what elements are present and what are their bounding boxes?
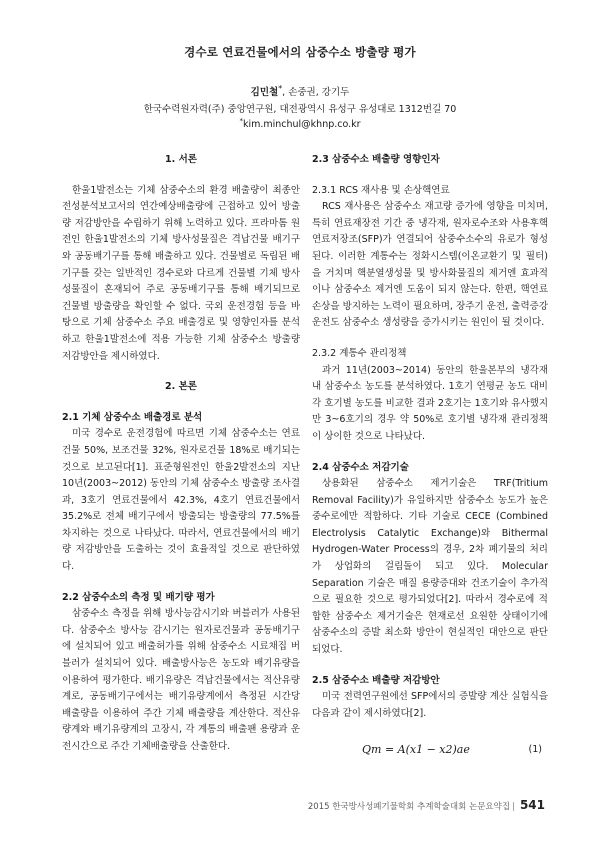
subsection-2-2-paragraph: 삼중수소 측정을 위해 방사능감시기와 버블러가 사용된다. 삼중수소 방사능 감시기는 원자로건물과 공동배기구에 설치되어 있고 배출허가를 위해 삼중수소 시료채집 버블러가 설치되어 있다. 배출방사능은 농도와 배기유량을 이용하여 평가한다. 배기유량은 격납건물에서는 적산유량계로, 공동배기구에서는 배기유량계에서 측정된 시간당 배출량을 이용하여 주간 기체 배출량을 계산한다. 적산유량계와 배기유량계의 고장시, 각 계통의 배출팬 용량과 운전시간으로 주간 기체배출량을 산출한다. bbox=[62, 608, 300, 752]
page-footer bbox=[0, 798, 545, 812]
paper-title: 경수로 연료건물에서의 삼중수소 방출량 평가 bbox=[184, 45, 416, 59]
equation-formula: Qm = A(x1 − x2)ae bbox=[362, 743, 470, 757]
subsection-2-2-title: 2.2 삼중수소의 측정 및 배기량 평가 bbox=[62, 591, 215, 603]
email-address: kim.minchul@khnp.co.kr bbox=[242, 119, 361, 131]
email-mark: * bbox=[239, 117, 243, 125]
equation-number: (1) bbox=[528, 744, 542, 756]
email-line bbox=[0, 117, 600, 130]
section-intro-paragraph: 한울1발전소는 기체 삼중수소의 환경 배출량이 최종안전성분석보고서의 연간예상배출량에 근접하고 있어 방출량 저감방안을 수립하기 위해 노력하고 있다. 프라마톰 원전인 한울1발전소의 기체 방사성물질은 격납건물 배기구와 공동배기구를 통해 배출하고 있다. 건물별로 독립된 배기구를 갖는 일반적인 경수로와 다르게 건물별 기체 방사성물질이 혼재되어 주로 공동배기구를 통해 배기되므로 건물별 방출량을 확인할 수 없다. 국외 운전경험 등을 바탕으로 기체 삼중수소 주요 배출경로 및 영향인자를 분석하고 한울1발전소에 적용 가능한 기체 삼중수소 방출량 저감방안을 제시하였다. bbox=[62, 184, 300, 362]
right-column bbox=[312, 152, 548, 764]
subsection-2-5-title: 2.5 삼중수소 배출량 저감방안 bbox=[312, 674, 440, 686]
left-column bbox=[62, 152, 300, 756]
footer-separator: | bbox=[512, 802, 515, 812]
co-authors: , 손중권, 강기두 bbox=[282, 87, 350, 99]
corresponding-mark: * bbox=[278, 84, 283, 93]
subsection-2-3-title: 2.3 삼중수소 배출량 영향인자 bbox=[312, 154, 440, 165]
lead-author: 김민철 bbox=[250, 87, 279, 99]
subsection-2-4-title: 2.4 삼중수소 저감기술 bbox=[312, 461, 409, 473]
subsection-2-3-2-title: 2.3.2 계통수 관리정책 bbox=[312, 347, 407, 359]
author-line bbox=[0, 84, 600, 98]
subsection-2-3-1-paragraph: RCS 재사용은 삼중수소 재고량 증가에 영향을 미치며, 특히 연료재장전 기간 중 냉각재, 원자로수조와 사용후핵연료저장조(SFP)가 연결되어 삼중수소수의 유로가 형성된다. 이러한 계통수는 정화시스템(이온교환기 및 필터)을 거치며 핵분열생성물 및 방사화물질의 제거엔 효과적이나 삼중수소 제거엔 도움이 되지 않는다. 한편, 핵연료 손상을 방지하는 노력이 필요하며, 장주기 운전, 출력증강 운전도 삼중수소 생성량을 증가시키는 원인이 될 것이다. bbox=[312, 201, 548, 329]
proceedings-name: 2015 한국방사성폐기물학회 추계학술대회 논문요약집 bbox=[307, 802, 511, 812]
subsection-2-5-paragraph: 미국 전력연구원에선 SFP에서의 증발량 계산 실험식을 다음과 같이 제시하였다[2]. bbox=[312, 691, 548, 719]
subsection-2-1-title: 2.1 기체 삼중수소 배출경로 분석 bbox=[62, 411, 203, 423]
subsection-2-4-paragraph: 상용화된 삼중수소 제거기술은 TRF(Tritium Removal Facility)가 유일하지만 삼중수소 농도가 높은 중수로에만 적합하다. 기타 기술로 CECE (Combined Electrolysis Catalytic Exchange)와 Bithermal Hydrogen-Water Process의 경우, 2차 폐기물의 처리가 상업화의 걸림돌이 되고 있다. Molecular Separation 기술은 매질 용량증대와 건조기술이 추가적으로 필요한 것으로 평가되었다[2]. 따라서 경수로에 적합한 삼중수소 제거기술은 현재로선 요원한 상태이기에 삼중수소의 증발 최소화 방안이 현실적인 대안으로 판단되었다. bbox=[312, 478, 548, 656]
affiliation: 한국수력원자력(주) 중앙연구원, 대전광역시 유성구 유성대로 1312번길 70 bbox=[143, 104, 457, 115]
equation-1 bbox=[312, 742, 548, 764]
section-intro-title: 1. 서론 bbox=[165, 154, 197, 165]
section-body-title: 2. 본론 bbox=[165, 381, 197, 393]
subsection-2-1-paragraph: 미국 경수로 운전경험에 따르면 기체 삼중수소는 연료건물 50%, 보조건물 32%, 원자로건물 18%로 배기되는 것으로 보고된다[1]. 표준형원전인 한울2발전소의 지난 10년(2003~2012) 동안의 기체 삼중수소 방출량 조사결과, 3호기 연료건물에서 42.3%, 4호기 연료건물에서 35.2%로 전체 배기구에서 방출되는 방출량의 77.5%를 차지하는 것으로 나타났다. 따라서, 연료건물에서의 배기량 저감방안을 도출하는 것이 효율적일 것으로 판단하였다. bbox=[62, 428, 300, 573]
subsection-2-3-2-paragraph: 과거 11년(2003~2014) 동안의 한울본부의 냉각재 내 삼중수소 농도를 분석하였다. 1호기 연평균 농도 대비 각 호기별 농도를 비교한 결과 2호기는 1호기와 유사했지만 3~6호기의 경우 약 50%로 호기별 냉각재 관리정책이 상이한 것으로 나타났다. bbox=[312, 364, 548, 442]
subsection-2-3-1-title: 2.3.1 RCS 재사용 및 손상핵연료 bbox=[312, 184, 450, 196]
page-number: 541 bbox=[519, 798, 545, 812]
